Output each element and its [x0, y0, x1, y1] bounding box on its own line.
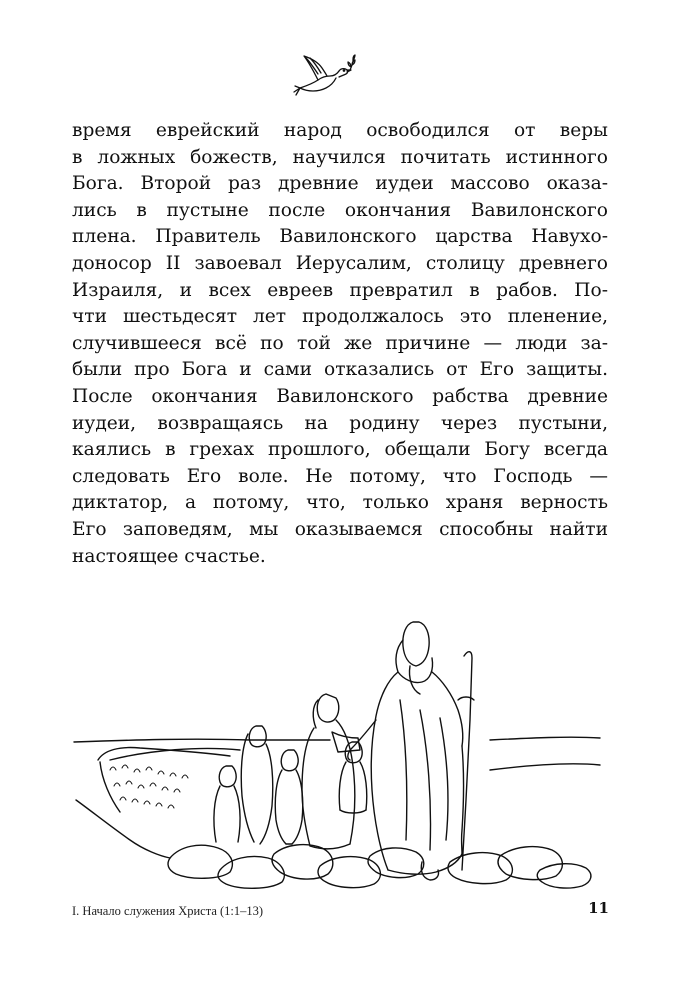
text-line: Бога. Второй раз древние иудеи массово оказа-	[72, 173, 608, 195]
text-line: каялись в грехах прошлого, обещали Богу всегда	[72, 439, 608, 461]
text-line: лись в пустыне после окончания Вавилонского	[72, 199, 608, 221]
text-line: После окончания Вавилонского рабства древние	[72, 385, 608, 407]
jesus-figure	[348, 622, 464, 880]
body-text	[72, 118, 608, 570]
text-line: чти шестьдесят лет продолжалось это пленение,	[72, 306, 608, 328]
text-line: в ложных божеств, научился почитать истинного	[72, 146, 608, 168]
text-line: иудеи, возвращаясь на родину через пустыни,	[72, 412, 608, 434]
text-line: были про Бога и сами отказались от Его защиты.	[72, 359, 608, 381]
text-line: настоящее счастье.	[72, 545, 266, 567]
rocks	[76, 800, 591, 888]
text-line: следовать Его воле. Не потому, что Господь —	[72, 465, 608, 487]
dove-icon	[292, 46, 356, 100]
people-group	[214, 726, 273, 844]
running-title: I. Начало служения Христа (1:1–13)	[72, 904, 264, 918]
horizon-line	[74, 739, 330, 742]
woman-figure	[302, 694, 360, 849]
text-line: случившееся всё по той же причине — люди за-	[72, 332, 608, 354]
text-line: время еврейский народ освободился от веры	[72, 120, 608, 141]
text-line: Его заповедям, мы оказываемся способны найти	[72, 518, 608, 540]
text-line: плена. Правитель Вавилонского царства Навухо-	[72, 226, 608, 248]
text-line: диктатор, а потому, что, только храня верность	[72, 492, 608, 514]
page-number: 11	[588, 899, 609, 917]
text-line: доносор II завоевал Иерусалим, столицу древнего	[72, 252, 608, 274]
text-line: Израиля, и всех евреев превратил в рабов. По-	[72, 279, 608, 301]
illustration	[70, 600, 610, 895]
